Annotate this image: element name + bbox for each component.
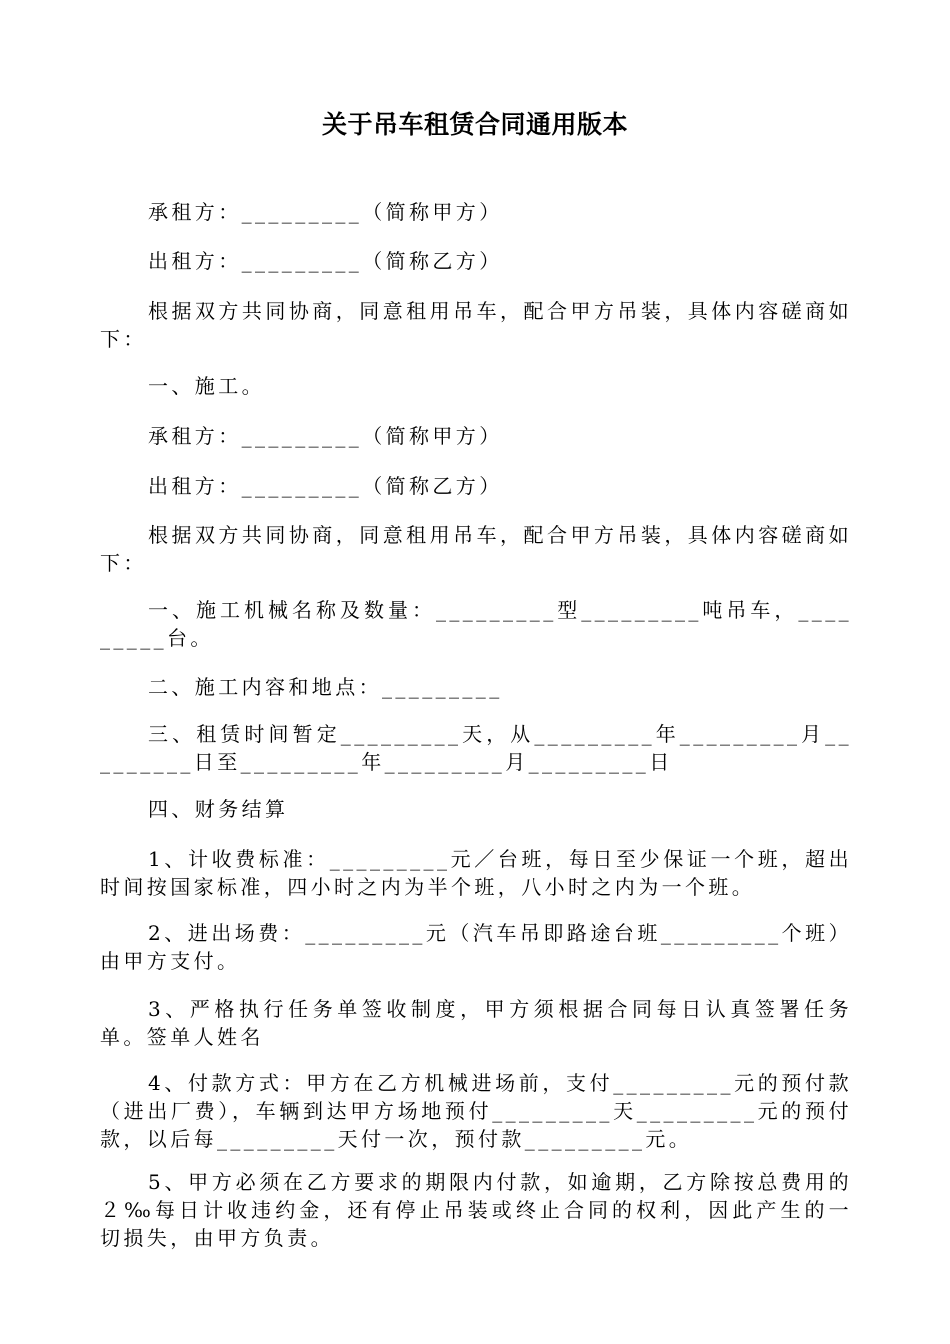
paragraph-task-sheet: 3、严格执行任务单签收制度，甲方须根据合同每日认真签署任务单。签单人姓名 <box>100 997 852 1049</box>
paragraph-lessor: 出租方：_________（简称乙方） <box>148 249 503 273</box>
paragraph-machinery: 一、施工机械名称及数量：_________型_________吨吊车，_________台。 <box>100 598 852 650</box>
paragraph-agreement-intro-repeat: 根据双方共同协商，同意租用吊车，配合甲方吊装，具体内容磋商如下： <box>100 523 852 575</box>
paragraph-lessor-repeat: 出租方：_________（简称乙方） <box>148 474 503 498</box>
paragraph-entry-exit-fee: 2、进出场费：_________元（汽车吊即路途台班_________个班）由甲方支付。 <box>100 921 852 973</box>
paragraph-late-payment: 5、甲方必须在乙方要求的期限内付款，如逾期，乙方除按总费用的２‰每日计收违约金，还有停止吊装或终止合同的权利，因此产生的一切损失，由甲方负责。 <box>100 1170 852 1250</box>
paragraph-payment-method: 4、付款方式：甲方在乙方机械进场前，支付_________元的预付款（进出厂费），车辆到达甲方场地预付_________天_________元的预付款，以后每_________天付一次，预付款_________元。 <box>100 1071 852 1151</box>
paragraph-fee-standard: 1、计收费标准：_________元／台班，每日至少保证一个班，超出时间按国家标准，四小时之内为半个班，八小时之内为一个班。 <box>100 847 852 899</box>
paragraph-lessee-repeat: 承租方：_________（简称甲方） <box>148 424 503 448</box>
paragraph-lessee: 承租方：_________（简称甲方） <box>148 200 503 224</box>
paragraph-agreement-intro: 根据双方共同协商，同意租用吊车，配合甲方吊装，具体内容磋商如下： <box>100 299 852 351</box>
paragraph-lease-period: 三、租赁时间暂定_________天，从_________年_________月_________日至_________年_________月_________日 <box>100 722 852 774</box>
paragraph-section-construction: 一、施工。 <box>148 374 265 398</box>
document-title: 关于吊车租赁合同通用版本 <box>321 110 628 139</box>
paragraph-work-location: 二、施工内容和地点：_________ <box>148 675 503 699</box>
paragraph-financial-settlement: 四、财务结算 <box>148 797 289 821</box>
